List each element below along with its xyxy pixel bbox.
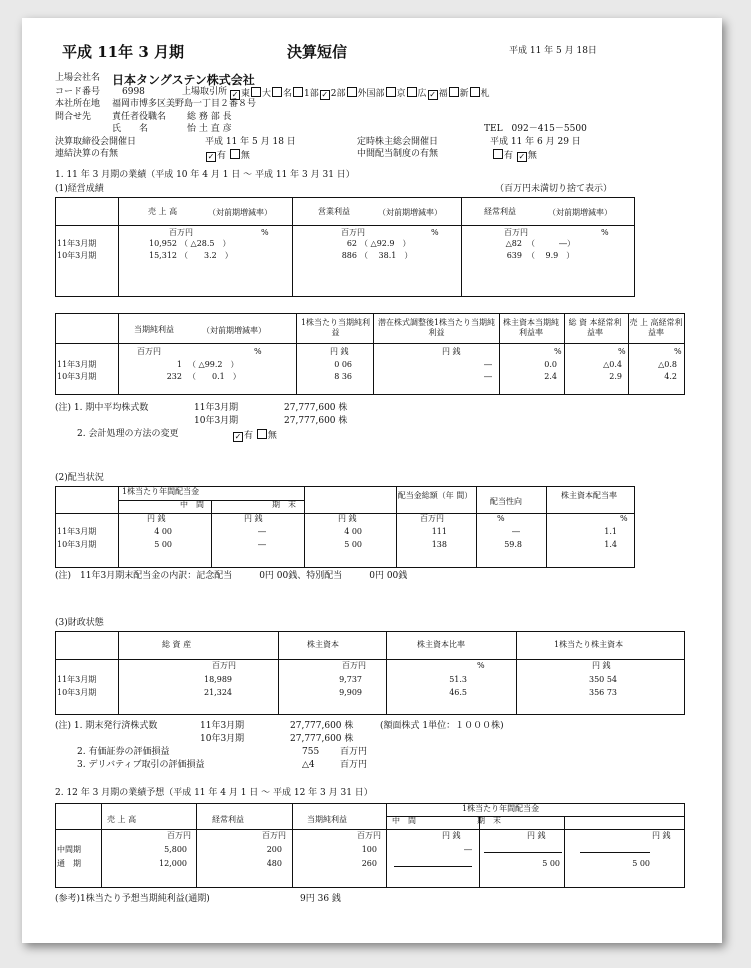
exchange-list (229, 87, 490, 100)
company-name-label: 上場会社名 (55, 73, 101, 83)
col-net-income-change: （対前期増減率） (202, 326, 266, 335)
contact-title: 総 務 部 長 (187, 112, 232, 122)
title-label: 責任者役職名 (112, 112, 167, 122)
agm-date: 平成 11 年 6 月 29 日 (490, 137, 581, 147)
dash-line (580, 852, 650, 853)
telephone: TEL 092－415－5500 (484, 124, 587, 134)
code-label: コード番号 (55, 87, 101, 97)
checkbox-empty-icon (230, 149, 240, 159)
operating-results-heading: (1)経営成績 (55, 184, 104, 194)
dash-line (484, 852, 562, 853)
board-meeting-date: 平成 11 年 5 月 18 日 (205, 137, 296, 147)
person-label: 氏 名 (112, 124, 149, 134)
col-sales: 売 上 高 (148, 207, 178, 216)
consolidated-options: ✓ 有 無 (207, 151, 250, 161)
checkbox-empty-icon (347, 87, 357, 97)
agm-label: 定時株主総会開催日 (357, 137, 439, 147)
address: 福岡市博多区美野島一丁目２番８号 (112, 99, 257, 109)
document-title: 決算短信 (287, 43, 348, 61)
exchange-label-item: 東 (241, 89, 251, 99)
col-margin: 売 上 高経常利益率 (629, 318, 683, 337)
col-diluted-eps: 潜在株式調整後1株当たり当期純利益 (377, 318, 496, 337)
dividend-heading: (2)配当状況 (55, 473, 104, 483)
forecast-heading: 2. 12 年 3 月期の業績予想（平成 11 年 4 月 1 日 ～ 平成 12 年 3 月 31 日） (55, 788, 373, 798)
fiscal-period-title: 平成 11年 3 月期 (62, 43, 184, 61)
dividend-note: (注) 11年3月期末配当金の内訳：記念配当 0円 00銭、特別配当 0円 00銭 (55, 571, 408, 581)
reference-note: (参考)1株当たり予想当期純利益(通期) (55, 894, 210, 904)
exchange-label-item: 外国部 (357, 89, 385, 99)
col-operating-income: 営業利益 (318, 207, 350, 216)
company-name: 日本タングステン株式会社 (112, 73, 255, 87)
col-eps: 1株当たり当期純利益 (300, 318, 371, 337)
checkbox-empty-icon (293, 87, 303, 97)
exchange-label-item: 大 (262, 89, 272, 99)
checkbox-empty-icon (257, 429, 267, 439)
checkbox-checked-icon: ✓ (518, 152, 526, 161)
operating-results-table: 売 上 高 （対前期増減率） 営業利益 （対前期増減率） 経常利益 （対前期増減率） 百万円 % 百万円 % 百万円 % (55, 197, 635, 297)
checkbox-empty-icon (470, 87, 480, 97)
checkbox-empty-icon (272, 87, 282, 97)
row-label-fy11: 11年3月期 (57, 239, 97, 248)
document-page: 平成 11年 3 月期 決算短信 平成 11 年 5 月 18日 上場会社名 日本タングステン株式会社 コード番号 6998 上場取引所 ✓ 東 大 名 1部 ✓ 2部 外国部 京 広 ✓ 福 新 札 本社所在地 福岡市博多区美野島一丁目２番８号 問合せ先 責任者役職名 総 務 部 長 氏 名 怡 土 直 彦 TEL 092－415－5500 決算取締役会開催日 平成 11 年 5 月 18 日 定時株主総会開催日 平成 11 年 6 月 29 日 連結決算の有無 ✓ 有 無 中間配当制度の有無 有 ✓ 無 1. 11 年 3 月期の業績（平成 10 年 4 月 1 日 ～ 平成 11 年 3 月 31 日） (1)経営成績 （百万円未満切り捨て表示） 売 上 高 （対前期増減率） 営業利益 （対前期増減率） 経常利益 （対前期増減率） 百万円 % 百万円 % 百万円 % 11年3月期 10,952 （ △28.5 ） 62 （ △92.9 ） △82 （ ―） 10年3月期 15,312 （ 3.2 ） 886 （ 38.1 ） 639 （ 9.9 ） 当期純利益 （対前期増減率） 1株当たり当期純利益 潜在株式調整後1株当たり当期純利益 株主資本当期純利益率 総 資 本経常利益率 売 上 高経常利益率 百万円 % 円 銭 円 銭 % % % 11年3月期 1 （ △99.2 ） 0 06 ― 0.0 △0.4 △0.8 10年3月期 232 （ 0.1 ） 8 36 ― 2.4 2.9 4.2 (注) 1. 期中平均株式数 11年3月期 27,777,600 株 10年3月期 27,777,600 株 2. 会計処理の方法の変更 ✓ 有 無 (2)配当状況 1株当たり年間配当金 中 間 期 末 配当金総額（年 間） 配当性向 株主資本配当率 円 銭 円 銭 円 銭 百万円 % % 11年3月期 4 00 ― 4 00 111 ― 1.1 10年3月期 5 00 ― 5 00 138 59.8 1.4 (注) 11年3月期末配当金の内訳：記念配当 0円 00銭、特別配当 0円 00銭 (3)財政状態 総 資 産 株主資本 株主資本比率 1株当たり株主資本 百万円 百万円 % 円 銭 11年3月期 18,989 9,737 51.3 350 54 10年3月期 21,324 9,909 46.5 356 73 (注) 1. 期末発行済株式数 11年3月期 27,777,600 株 (額面株式 1単位：１０００株) 10年3月期 27,777,600 株 2. 有価証券の評価損益 755 百万円 3. デリバティブ取引の評価損益 △4 百万円 2. 12 年 3 月期の業績予想（平成 11 年 4 月 1 日 ～ 平成 12 年 3 月 31 日） 売 上 高 経常利益 当期純利益 1株当たり年間配当金 中 間 期 末 百万円 百万円 百万円 円 銭 円 銭 円 銭 中間期 5,800 200 100 ― 通 期 12,000 480 260 5 00 5 00 (参考)1株当たり予想当期純利益(通期) 9円 36 銭 (22, 18, 722, 943)
dash-line (394, 866, 472, 867)
consolidated-label: 連結決算の有無 (55, 149, 119, 159)
exchange-label-item: 1部 (304, 89, 319, 99)
checkbox-checked-icon: ✓ (231, 90, 239, 99)
exchange-label-item: 福 (438, 89, 448, 99)
checkbox-empty-icon (386, 87, 396, 97)
document-date: 平成 11 年 5 月 18日 (509, 46, 597, 56)
contact-person: 怡 土 直 彦 (187, 124, 232, 134)
checkbox-checked-icon: ✓ (234, 432, 242, 441)
checkbox-empty-icon (407, 87, 417, 97)
col-sales-change: （対前期増減率） (208, 208, 272, 217)
exchange-label-item: 名 (283, 89, 293, 99)
checkbox-checked-icon: ✓ (207, 152, 215, 161)
exchange-label-item: 札 (480, 89, 490, 99)
code-number: 6998 (122, 87, 145, 97)
board-meeting-label: 決算取締役会開催日 (55, 137, 137, 147)
accounting-change-options: ✓ 有 無 (234, 431, 277, 441)
exchange-label-item: 2部 (330, 89, 346, 99)
contact-label: 問合せ先 (55, 112, 92, 122)
financial-position-heading: (3)財政状態 (55, 618, 104, 628)
exchange-label-item: 広 (417, 89, 427, 99)
col-roe: 株主資本当期純利益率 (503, 318, 559, 337)
exchange-label-item: 京 (396, 89, 406, 99)
interim-options: 有 ✓ 無 (492, 149, 537, 162)
checkbox-empty-icon (449, 87, 459, 97)
exchange-label-item: 新 (459, 89, 469, 99)
checkbox-checked-icon: ✓ (429, 90, 436, 99)
unit-note: （百万円未満切り捨て表示） (495, 184, 613, 194)
checkbox-empty-icon (493, 149, 503, 159)
address-label: 本社所在地 (55, 99, 101, 109)
section1-heading: 1. 11 年 3 月期の業績（平成 10 年 4 月 1 日 ～ 平成 11 年 3 月 31 日） (55, 170, 355, 180)
checkbox-empty-icon (251, 87, 261, 97)
exchange-label: 上場取引所 (182, 87, 228, 97)
col-ordinary-change: （対前期増減率） (548, 208, 612, 217)
col-ordinary-income: 経常利益 (484, 207, 516, 216)
reference-eps: 9円 36 銭 (300, 894, 341, 904)
col-net-income: 当期純利益 (134, 325, 174, 334)
interim-dividend-label: 中間配当制度の有無 (357, 149, 439, 159)
col-operating-change: （対前期増減率） (378, 208, 442, 217)
checkbox-checked-icon: ✓ (321, 90, 329, 99)
col-roa: 総 資 本経常利益率 (568, 318, 622, 337)
row-label-fy10: 10年3月期 (57, 251, 97, 260)
